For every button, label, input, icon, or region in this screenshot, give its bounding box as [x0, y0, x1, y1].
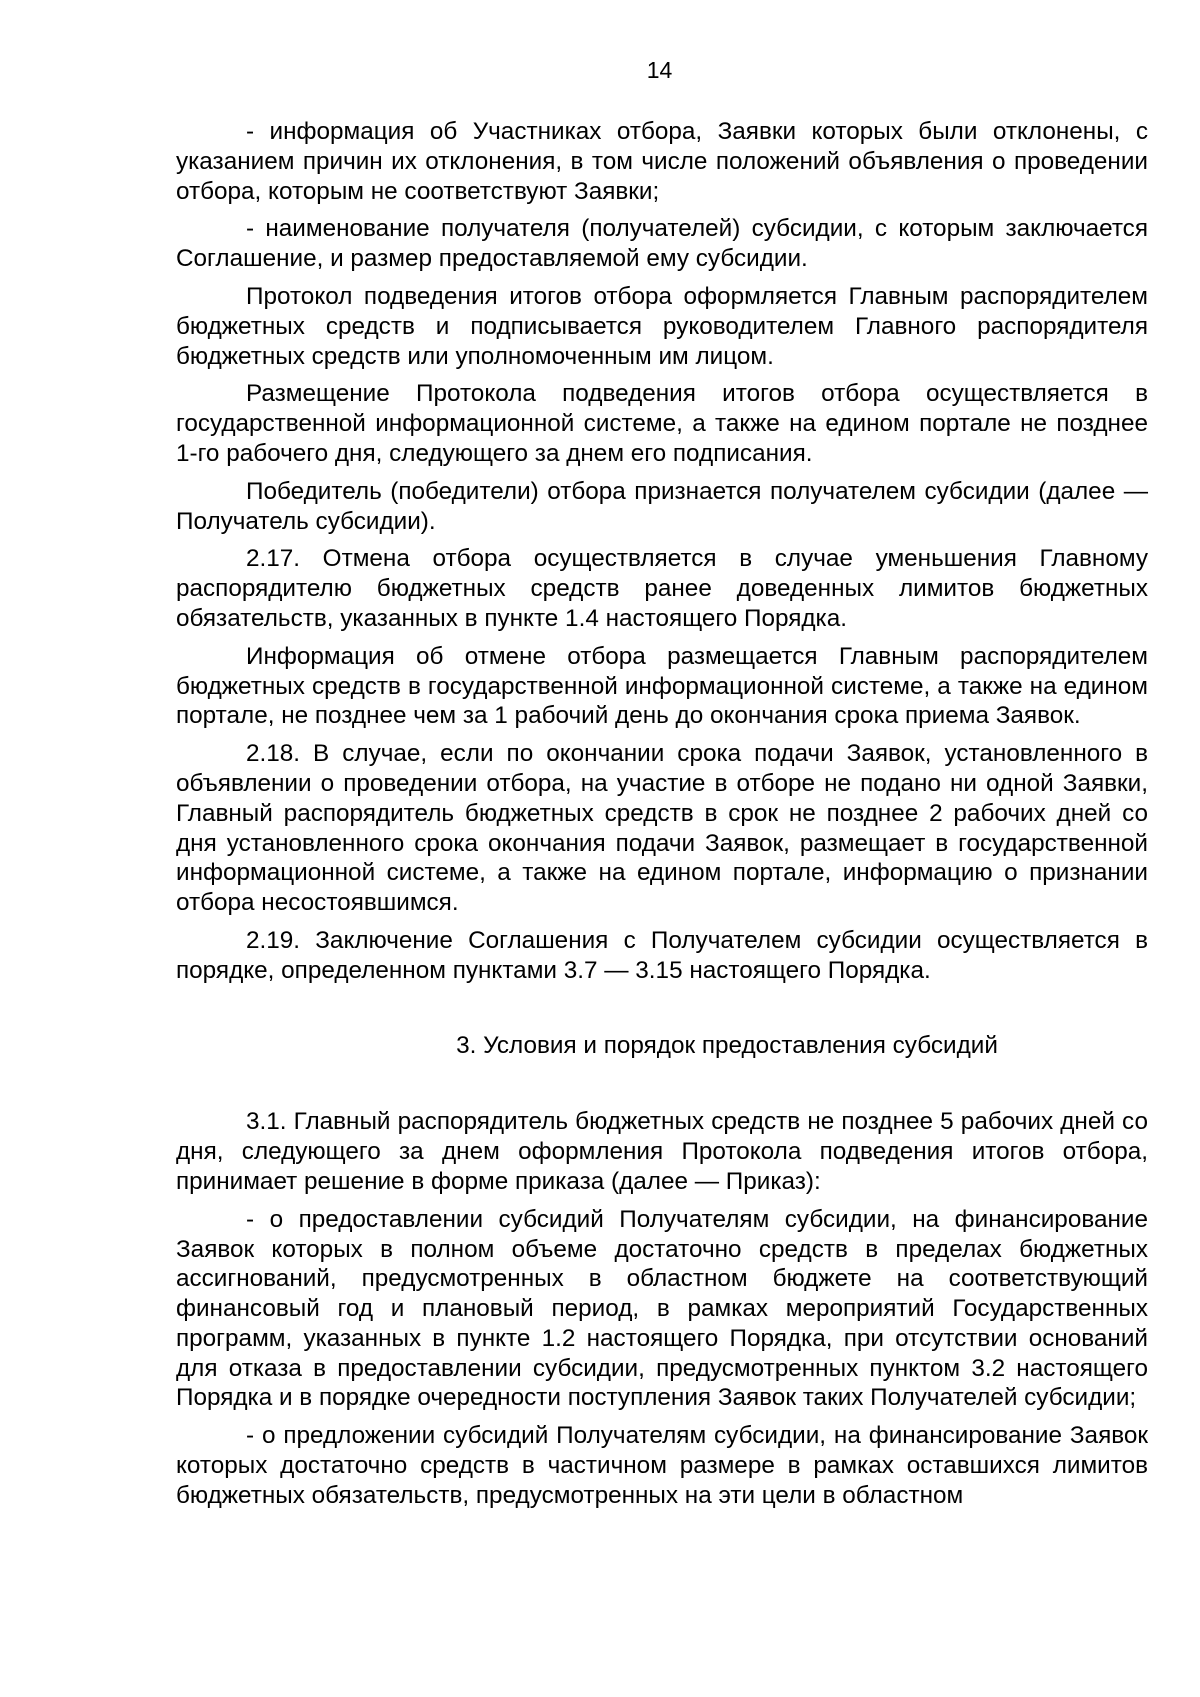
- paragraph-2-18: 2.18. В случае, если по окончании срока подачи Заявок, установленного в объявлении о проведении отбора, на участие в отборе не подано ни одной Заявки, Главный распорядитель бюджетных средств в срок не позднее 2 рабочих дней со дня установленного срока окончания подачи Заявок, размещает в государственной информационной системе, а также на едином портале, информацию о признании отбора несостоявшимся.: [176, 740, 1148, 917]
- document-body: [176, 117, 1148, 1519]
- paragraph-rejected-participants-info: - информация об Участниках отбора, Заявки которых были отклонены, с указанием причин их отклонения, в том числе положений объявления о проведении отбора, которым не соответствуют Заявки;: [176, 118, 1148, 205]
- paragraph-3-1: 3.1. Главный распорядитель бюджетных средств не позднее 5 рабочих дней со дня, следующего за днем оформления Протокола подведения итогов отбора, принимает решение в форме приказа (далее — Приказ):: [176, 1108, 1148, 1195]
- paragraph-protocol-publication: Размещение Протокола подведения итогов отбора осуществляется в государственной информационной системе, а также на едином портале не позднее 1-го рабочего дня, следующего за днем его подписания.: [176, 380, 1148, 467]
- paragraph-cancellation-info: Информация об отмене отбора размещается Главным распорядителем бюджетных средств в государственной информационной системе, а также на едином портале, не позднее чем за 1 рабочий день до окончания срока приема Заявок.: [176, 642, 1148, 730]
- paragraph-2-17: 2.17. Отмена отбора осуществляется в случае уменьшения Главному распорядителю бюджетных средств ранее доведенных лимитов бюджетных обязательств, указанных в пункте 1.4 настоящего Порядка.: [176, 545, 1148, 632]
- page-number: 14: [646, 57, 673, 83]
- section-heading: 3. Условия и порядок предоставления субсидий: [456, 1031, 998, 1059]
- paragraph-2-19: 2.19. Заключение Соглашения с Получателем субсидии осуществляется в порядке, определенном пунктами 3.7 — 3.15 настоящего Порядка.: [176, 926, 1148, 984]
- paragraph-full-funding: - о предоставлении субсидий Получателям субсидии, на финансирование Заявок которых в полном объеме достаточно средств в пределах бюджетных ассигнований, предусмотренных в областном бюджете на соответствующий финансовый год и плановый период, в рамках мероприятий Государственных программ, указанных в пункте 1.2 настоящего Порядка, при отсутствии оснований для отказа в предоставлении субсидии, предусмотренных пунктом 3.2 настоящего Порядка и в порядке очередности поступления Заявок таких Получателей субсидии;: [176, 1205, 1148, 1412]
- paragraph-winner-definition: Победитель (победители) отбора признается получателем субсидии (далее — Получатель субсидии).: [176, 477, 1148, 535]
- paragraph-recipient-name: - наименование получателя (получателей) субсидии, с которым заключается Соглашение, и размер предоставляемой ему субсидии.: [176, 215, 1148, 273]
- paragraph-protocol-signing: Протокол подведения итогов отбора оформляется Главным распорядителем бюджетных средств и подписывается руководителем Главного распорядителя бюджетных средств или уполномоченным им лицом.: [176, 282, 1148, 370]
- paragraph-partial-funding: - о предложении субсидий Получателям субсидии, на финансирование Заявок которых достаточно средств в частичном размере в рамках оставшихся лимитов бюджетных обязательств, предусмотренных на эти цели в областном: [176, 1422, 1148, 1509]
